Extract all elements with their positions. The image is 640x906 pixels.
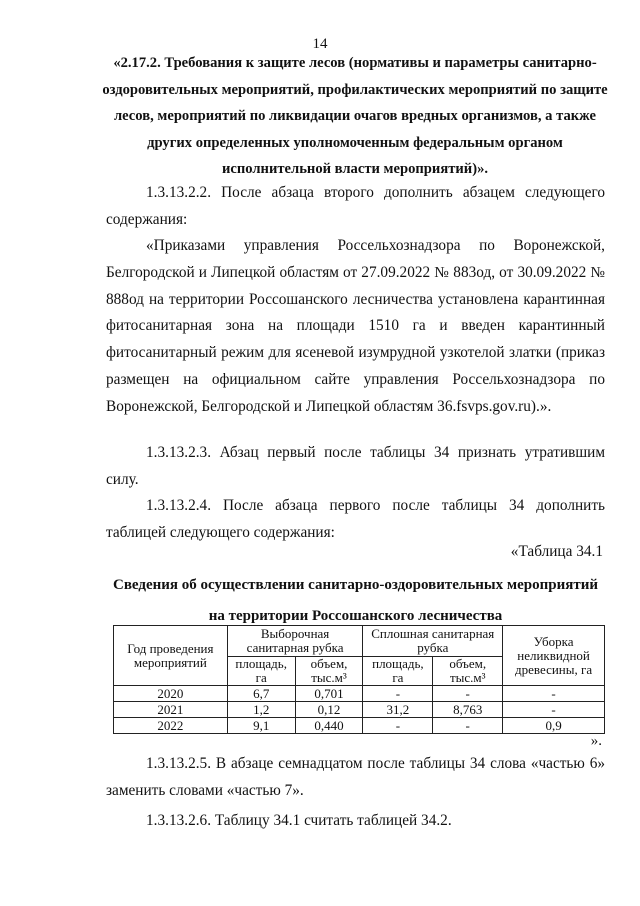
subheader-clear-volume: объем, тыс.м³ bbox=[433, 657, 503, 686]
paragraph-quoted-orders: «Приказами управления Россельхознадзора по Воронежской, Белгородской и Липецкой областям от 27.09.2022 № 883од, от 30.09.2022 № 888од на территории Россошанского лесничества установлена карантинная фитосанитарная зона на площади 1510 га и введен карантинный фитосанитарный режим для ясеневой изумрудной узкотелой златки (приказ размещен на официальном сайте управления Россельхознадзора по Воронежской, Белгородской и Липецкой областям 36.fsvps.gov.ru).». bbox=[106, 237, 605, 415]
section-heading: «2.17.2. Требования к защите лесов (нормативы и параметры санитарно-оздоровительных мероприятий, профилактических мероприятий по защите лесов, мероприятий по ликвидации очагов вредных организмов, а также других определенных уполномоченным федеральным органом исполнительной власти мероприятий)». bbox=[102, 55, 608, 178]
cell-year: 2020 bbox=[114, 686, 228, 702]
header-year: Год проведения мероприятий bbox=[114, 626, 228, 686]
cell-clear-volume: - bbox=[433, 718, 503, 734]
cell-clear-area: 31,2 bbox=[363, 702, 433, 718]
subheader-clear-area: площадь, га bbox=[363, 657, 433, 686]
paragraph-1-3-13-2-4: 1.3.13.2.4. После абзаца первого после таблицы 34 дополнить таблицей следующего содержания: bbox=[106, 497, 605, 541]
table-row bbox=[114, 702, 605, 718]
paragraph-1-3-13-2-3: 1.3.13.2.3. Абзац первый после таблицы 34 признать утратившим силу. bbox=[106, 444, 605, 488]
cell-year: 2021 bbox=[114, 702, 228, 718]
header-selective-felling: Выборочная санитарная рубка bbox=[227, 626, 363, 657]
cell-cleanup: - bbox=[503, 686, 605, 702]
subheader-selective-volume: объем, тыс.м³ bbox=[295, 657, 363, 686]
subheader-selective-area: площадь, га bbox=[227, 657, 295, 686]
table-title: Сведения об осуществлении санитарно-оздоровительных мероприятий на территории Россошанского лесничества bbox=[113, 577, 598, 624]
cell-year: 2022 bbox=[114, 718, 228, 734]
paragraph-1-3-13-2-2: 1.3.13.2.2. После абзаца второго дополнить абзацем следующего содержания: bbox=[106, 184, 605, 228]
header-clear-felling: Сплошная санитарная рубка bbox=[363, 626, 503, 657]
page-number: 14 bbox=[312, 36, 328, 52]
paragraph-1-3-13-2-6: 1.3.13.2.6. Таблицу 34.1 считать таблицей 34.2. bbox=[146, 812, 452, 829]
cell-clear-volume: - bbox=[433, 686, 503, 702]
table-row bbox=[114, 686, 605, 702]
cell-selective-volume: 0,12 bbox=[295, 702, 363, 718]
cell-clear-area: - bbox=[363, 686, 433, 702]
header-cleanup: Уборка неликвидной древесины, га bbox=[503, 626, 605, 686]
cell-selective-area: 6,7 bbox=[227, 686, 295, 702]
cell-clear-area: - bbox=[363, 718, 433, 734]
cell-selective-volume: 0,440 bbox=[295, 718, 363, 734]
paragraph-1-3-13-2-5: 1.3.13.2.5. В абзаце семнадцатом после таблицы 34 слова «частью 6» заменить словами «частью 7». bbox=[106, 755, 605, 799]
cell-selective-area: 9,1 bbox=[227, 718, 295, 734]
cell-selective-volume: 0,701 bbox=[295, 686, 363, 702]
table-header-row bbox=[114, 626, 605, 657]
cell-cleanup: 0,9 bbox=[503, 718, 605, 734]
table-row bbox=[114, 718, 605, 734]
cell-clear-volume: 8,763 bbox=[433, 702, 503, 718]
sanitary-measures-table bbox=[113, 625, 605, 734]
table-reference: «Таблица 34.1 bbox=[510, 543, 603, 560]
table-closing-quote: ». bbox=[590, 733, 602, 749]
cell-cleanup: - bbox=[503, 702, 605, 718]
cell-selective-area: 1,2 bbox=[227, 702, 295, 718]
